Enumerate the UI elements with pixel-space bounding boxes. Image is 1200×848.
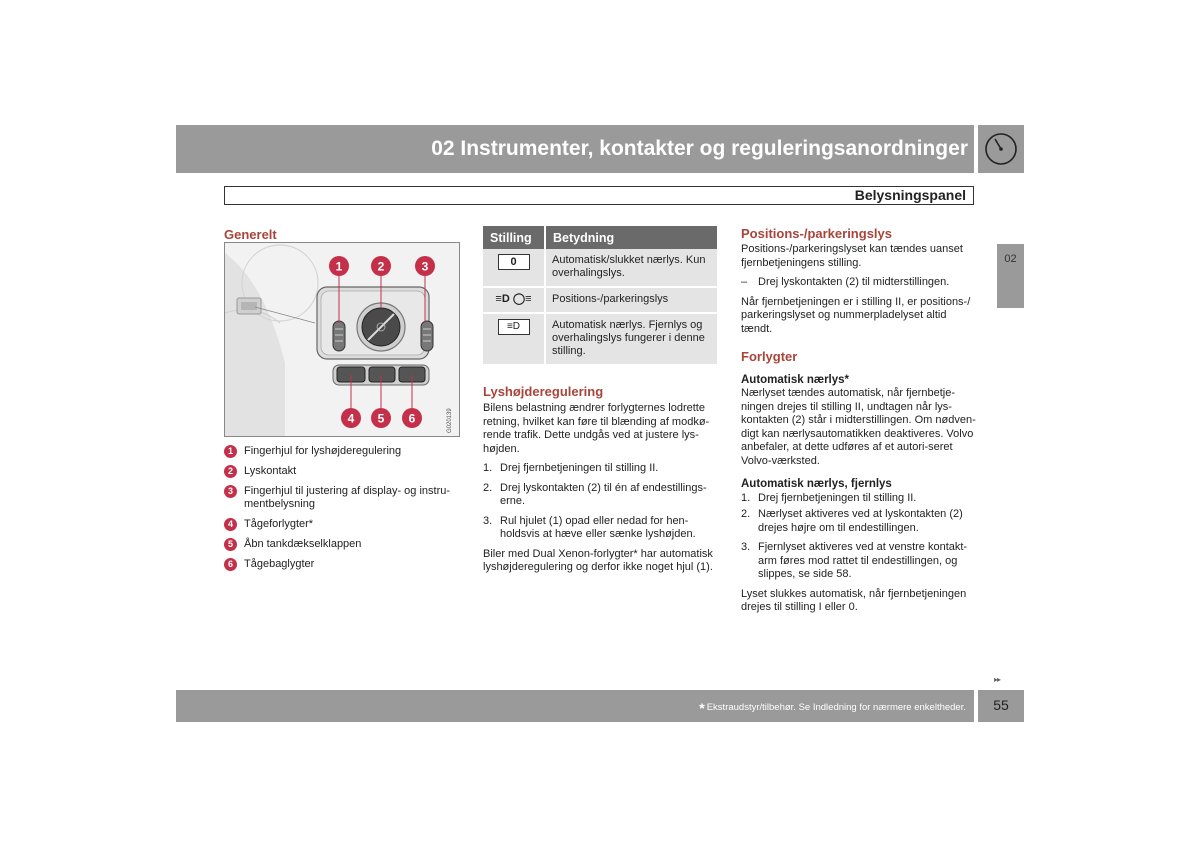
list-item: 2. Drej lyskontakten (2) til én af endestillings-erne. [483, 481, 707, 507]
position-meaning-table [483, 226, 717, 366]
headlight-icon: ≡D [498, 319, 530, 335]
steps-list [483, 462, 719, 542]
paragraph: Biler med Dual Xenon-forlygter* har automatisk lyshøjderegulering og derfor ikke noget hjul (1). [483, 547, 713, 573]
table-cell-meaning: Positions-/parkeringslys [545, 287, 717, 313]
paragraph: Når fjernbetjeningen er i stilling II, er positions-/ parkeringslyset og nummerpladelyset altid tændt. [741, 295, 971, 335]
paragraph: Positions-/parkeringslyset kan tændes uanset fjernbetjeningens stilling. [741, 243, 963, 269]
figure-code: G020139 [447, 408, 453, 433]
chapter-side-tab [997, 244, 1024, 308]
legend-text: Lyskontakt [244, 465, 297, 477]
table-cell-meaning: Automatisk/slukket nærlys. Kun overhalingslys. [545, 249, 717, 287]
steps-list [741, 492, 977, 582]
legend-number-badge: 5 [224, 538, 237, 551]
list-item: 3. Fjernlyset aktiveres ved at venstre kontakt-arm føres mod rattet til endestillingen, og slippes, se side 58. [741, 541, 968, 580]
parking-light-icon: ≡D ◯≡ [495, 293, 532, 305]
legend-text: Åbn tankdækselklappen [244, 538, 362, 550]
page-number-box [978, 690, 1024, 722]
light-panel-figure [224, 242, 460, 437]
list-item: 1. Drej fjernbetjeningen til stilling II. [483, 462, 659, 474]
side-tab-label: 02 [1004, 253, 1017, 265]
legend-text: Tågebaglygter [244, 558, 315, 570]
table-cell-meaning: Automatisk nærlys. Fjernlys og overhalingslys fungerer i denne stilling. [545, 313, 717, 365]
footnote-text: Ekstraudstyr/tilbehør. Se Indledning for nærmere enkeltheder. [706, 702, 966, 713]
legend-number-badge: 4 [224, 518, 237, 531]
footer-bar [176, 690, 974, 722]
position-0-symbol: 0 [498, 254, 530, 270]
list-item: 3. Rul hjulet (1) opad eller nedad for hen-holdsvis at hæve eller sænke lyshøjden. [483, 514, 696, 540]
paragraph: Lyset slukkes automatisk, når fjernbetjeningen drejes til stilling I eller 0. [741, 587, 967, 613]
svg-text:4: 4 [347, 411, 355, 426]
header-icon-box [978, 125, 1024, 173]
generelt-heading: Generelt [224, 227, 277, 242]
svg-text:3: 3 [421, 259, 429, 274]
paragraph: Bilens belastning ændrer forlygternes lodrette retning, hvilket kan føre til blænding af modkø-rende trafik. Dette undgås ved at justere lys-højden. [483, 402, 710, 455]
footnote-star: * [699, 700, 705, 716]
svg-text:6: 6 [408, 411, 416, 426]
table-header-row [483, 226, 717, 249]
section-title-box [224, 186, 974, 205]
legend-item [224, 485, 462, 511]
legend-item [224, 558, 462, 571]
page-number: 55 [993, 697, 1009, 713]
svg-text:5: 5 [377, 411, 385, 426]
section-title: Belysningspanel [854, 187, 966, 203]
chapter-header-bar [176, 125, 974, 173]
legend-number-badge: 3 [224, 485, 237, 498]
table-header-betydning: Betydning [545, 226, 717, 249]
legend-text: Fingerhjul for lyshøjderegulering [244, 445, 402, 457]
gauge-icon [978, 125, 1024, 173]
legend-text: Tågeforlygter* [244, 518, 314, 530]
table-row [483, 249, 717, 287]
column3-body [741, 243, 977, 621]
subheading: Automatisk nærlys* [741, 373, 850, 386]
forlygter-heading: Forlygter [741, 349, 798, 364]
legend-item [224, 518, 462, 531]
lyshojderegulering-body [483, 402, 719, 581]
legend-item [224, 445, 462, 458]
table-header-stilling: Stilling [483, 226, 545, 249]
legend-item [224, 538, 462, 551]
legend-text: Fingerhjul til justering af display- og instru-mentbelysning [244, 485, 451, 510]
table-row [483, 313, 717, 365]
chapter-title: 02 Instrumenter, kontakter og reguleringsanordninger [431, 137, 968, 160]
legend-number-badge: 1 [224, 445, 237, 458]
legend-item [224, 465, 462, 478]
list-item: 2. Nærlyset aktiveres ved at lyskontakten (2) drejes højre om til endestillingen. [741, 508, 963, 534]
parkeringslys-heading: Positions-/parkeringslys [741, 226, 892, 241]
figure-legend [224, 445, 462, 578]
next-page-arrows-icon: ▸▸ [994, 675, 1001, 684]
footnote [699, 700, 966, 716]
svg-text:2: 2 [377, 259, 385, 274]
table-row [483, 287, 717, 313]
legend-number-badge: 6 [224, 558, 237, 571]
svg-text:1: 1 [335, 259, 343, 274]
dash-item: – Drej lyskontakten (2) til midterstillingen. [741, 276, 950, 288]
legend-number-badge: 2 [224, 465, 237, 478]
lyshojderegulering-heading: Lyshøjderegulering [483, 384, 604, 399]
subheading: Automatisk nærlys, fjernlys [741, 478, 892, 490]
list-item: 1. Drej fjernbetjeningen til stilling II. [741, 491, 917, 504]
light-panel-illustration [225, 243, 460, 437]
paragraph: Nærlyset tændes automatisk, når fjernbetje-ningen drejes til stilling II, undtagen når lys-kontakten (2) står i midterstillingen. Om nødven-digt kan nærlysautomatikken deaktiveres. Volvo anbefaler, at dette udføres af et autori-seret Volvo-værksted. [741, 387, 976, 467]
